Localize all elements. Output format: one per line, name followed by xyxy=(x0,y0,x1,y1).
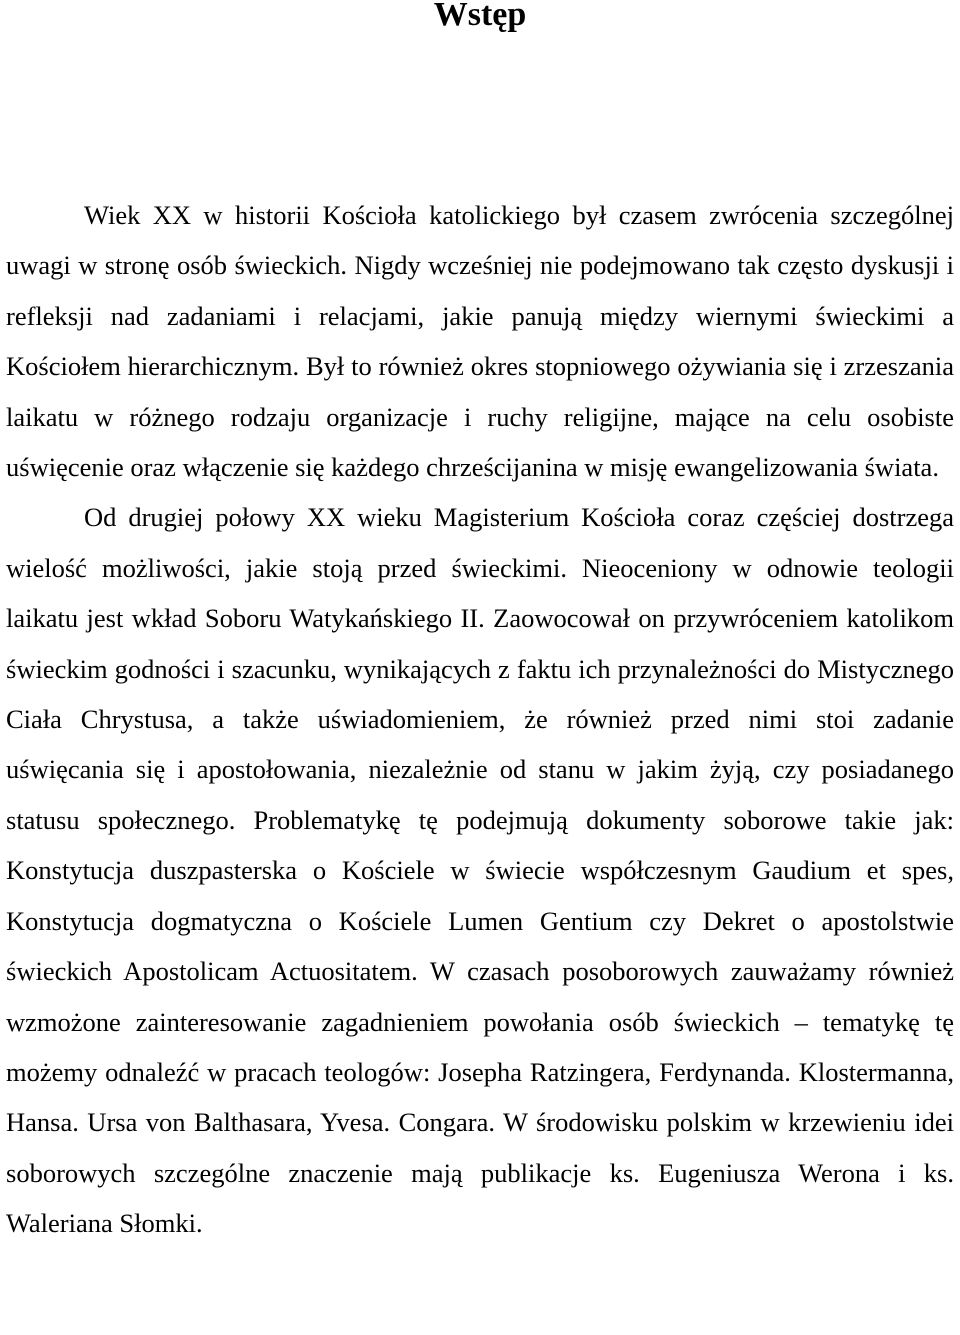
page-title: Wstęp xyxy=(433,0,527,33)
document-body xyxy=(6,190,954,1249)
paragraph-1: Wiek XX w historii Kościoła katolickiego był czasem zwrócenia szczególnej uwagi w stronę osób świeckich. Nigdy wcześniej nie podejmowano tak często dyskusji i refleksji nad zadaniami i relacjami, jakie panują między wiernymi świeckimi a Kościołem hierarchicznym. Był to również okres stopniowego ożywiania się i zrzeszania laikatu w różnego rodzaju organizacje i ruchy religijne, mające na celu osobiste uświęcenie oraz włączenie się każdego chrześcijanina w misję ewangelizowania świata. xyxy=(6,200,954,483)
paragraph-2: Od drugiej połowy XX wieku Magisterium Kościoła coraz częściej dostrzega wielość możliwości, jakie stoją przed świeckimi. Nieoceniony w odnowie teologii laikatu jest wkład Soboru Watykańskiego II. Zaowocował on przywróceniem katolikom świeckim godności i szacunku, wynikających z faktu ich przynależności do Mistycznego Ciała Chrystusa, a także uświadomieniem, że również przed nimi stoi zadanie uświęcania się i apostołowania, niezależnie od stanu w jakim żyją, czy posiadanego statusu społecznego. Problematykę tę podejmują dokumenty soborowe takie jak: Konstytucja duszpasterska o Kościele w świecie współczesnym Gaudium et spes, Konstytucja dogmatyczna o Kościele Lumen Gentium czy Dekret o apostolstwie świeckich Apostolicam Actuositatem. W czasach posoborowych zauważamy również wzmożone zainteresowanie zagadnieniem powołania osób świeckich – tematykę tę możemy odnaleźć w pracach teologów: Josepha Ratzingera, Ferdynanda. Klostermanna, Hansa. Ursa von Balthasara, Yvesa. Congara. W środowisku polskim w krzewieniu idei soborowych szczególne znaczenie mają publikacje ks. Eugeniusza Werona i ks. Waleriana Słomki. xyxy=(6,502,954,1239)
